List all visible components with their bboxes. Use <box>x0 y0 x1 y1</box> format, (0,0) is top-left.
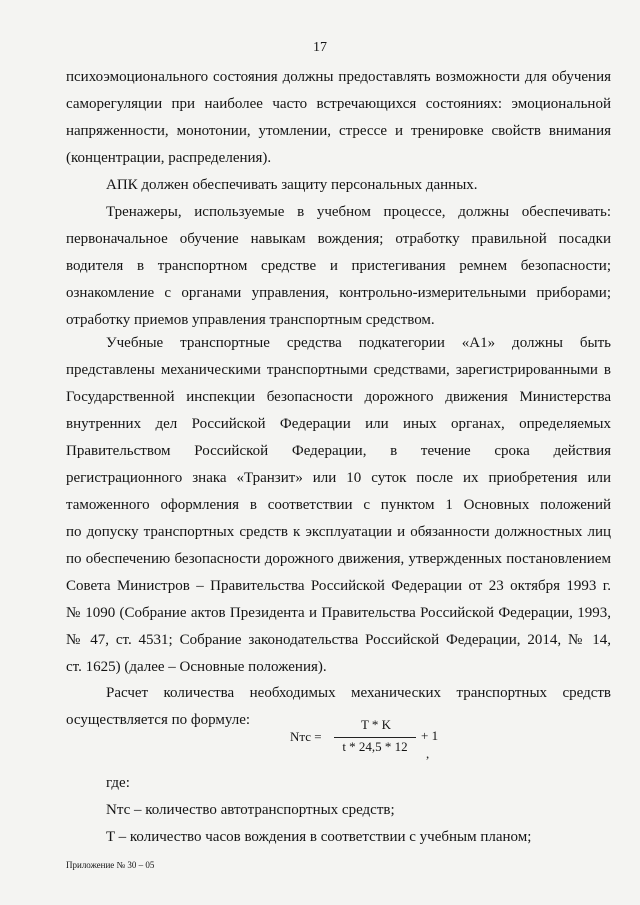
fraction-bar <box>334 737 416 738</box>
formula-denominator: t * 24,5 * 12 <box>342 739 408 754</box>
text-line: отработку приемов управления транспортным средством. <box>66 312 435 328</box>
text-line: (концентрации, распределения). <box>66 150 272 166</box>
text-line: представлены механическими транспортными средствами, зарегистрированными в <box>66 362 611 378</box>
formula-numerator: T * K <box>360 717 392 732</box>
text-line: № 1090 (Собрание актов Президента и Правительства Российской Федерации, 1993, <box>66 605 611 621</box>
formula-comma: , <box>426 746 430 761</box>
text-line: напряженности, монотонии, утомлении, стрессе и тренировке свойств внимания <box>66 123 611 139</box>
text-line: Тренажеры, используемые в учебном процессе, должны обеспечивать: <box>106 204 611 220</box>
text-line: Расчет количества необходимых механических транспортных средств <box>106 685 611 701</box>
text-line: Совета Министров – Правительства Российской Федерации от 23 октября 1993 г. <box>66 578 611 594</box>
text-line: первоначальное обучение навыкам вождения; отработку правильной посадки <box>66 231 611 247</box>
text-line: T – количество часов вождения в соответствии с учебным планом; <box>106 829 532 845</box>
formula-lhs: Nтс = <box>290 729 322 744</box>
text-line: водителя в транспортном средстве и пристегивания ремнем безопасности; <box>66 258 611 274</box>
text-line: ст. 1625) (далее – Основные положения). <box>66 659 327 675</box>
text-line: где: <box>106 775 130 791</box>
text-line: таможенного оформления в соответствии с пунктом 1 Основных положений <box>66 497 611 513</box>
text-line: регистрационного знака «Транзит» или 10 суток после их приобретения или <box>66 470 611 486</box>
text-line: Государственной инспекции безопасности дорожного движения Министерства <box>66 389 611 405</box>
footer-note: Приложение № 30 – 05 <box>66 860 155 870</box>
text-line: АПК должен обеспечивать защиту персональных данных. <box>106 177 478 193</box>
page-number: 17 <box>313 40 327 55</box>
text-line: внутренних дел Российской Федерации или иных органах, определяемых <box>66 416 611 432</box>
text-line: психоэмоционального состояния должны предоставлять возможности для обучения <box>66 69 611 85</box>
text-line: саморегуляции при наиболее часто встречающихся состояниях: эмоциональной <box>66 96 611 112</box>
text-line: Правительством Российской Федерации, в течение срока действия <box>66 443 611 459</box>
text-line: Учебные транспортные средства подкатегории «А1» должны быть <box>106 335 611 351</box>
text-line: № 47, ст. 4531; Собрание законодательства Российской Федерации, 2014, № 14, <box>66 632 611 648</box>
text-line: осуществляется по формуле: <box>66 712 251 728</box>
text-line: ознакомление с органами управления, контрольно-измерительными приборами; <box>66 285 611 301</box>
text-line: по допуску транспортных средств к эксплуатации и обязанности должностных лиц <box>66 524 611 540</box>
text-line: Nтс – количество автотранспортных средств; <box>106 802 395 818</box>
formula-plus-one: + 1 <box>421 728 439 743</box>
formula <box>290 716 450 768</box>
text-line: по обеспечению безопасности дорожного движения, утвержденных постановлением <box>66 551 611 567</box>
